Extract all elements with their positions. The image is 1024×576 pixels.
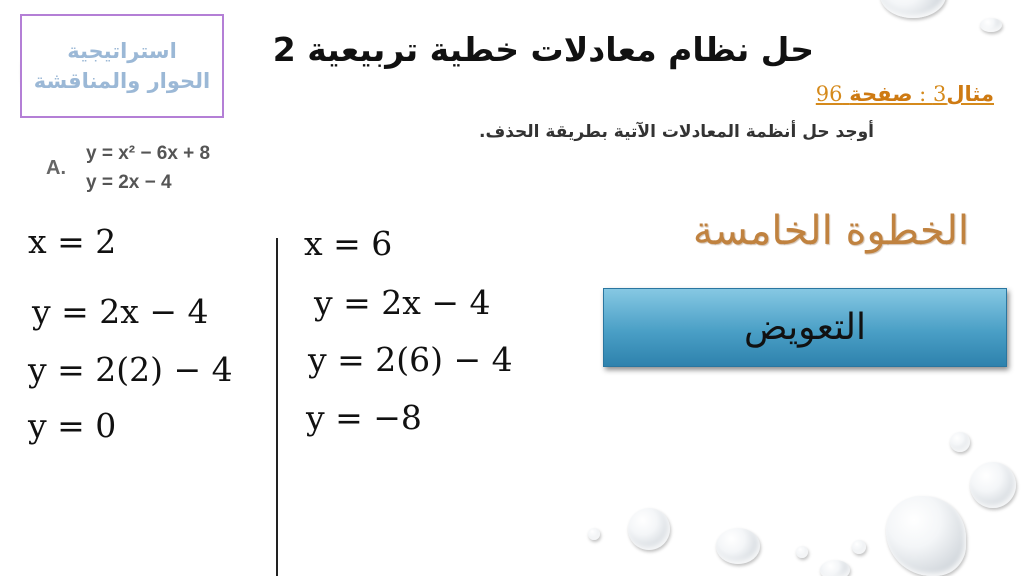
strategy-line-1: استراتيجية (67, 39, 177, 63)
instruction-text: أوجد حل أنظمة المعادلات الآتية بطريقة الحذف. (479, 122, 874, 142)
example-reference (816, 82, 994, 106)
example-number: 3 (932, 82, 947, 106)
problem-equation-1: y = x² − 6x + 8 (86, 143, 211, 164)
step-name-box (603, 288, 1007, 367)
water-drop-decoration (852, 540, 866, 554)
page-word: صفحة (849, 82, 913, 106)
strategy-box (20, 14, 224, 118)
problem-equation-2: y = 2x − 4 (86, 172, 172, 193)
page-number: 96 (815, 82, 843, 106)
water-drop-decoration (880, 0, 946, 18)
water-drop-decoration (820, 560, 850, 576)
right-x-value: x = 6 (304, 224, 393, 263)
right-y-line-2: y = 2(6) − 4 (308, 340, 513, 379)
water-drop-decoration (970, 462, 1016, 508)
water-drop-decoration (980, 18, 1002, 32)
strategy-line-2: الحوار والمناقشة (33, 69, 211, 93)
step-title: الخطوة الخامسة (692, 208, 969, 254)
slide-title: حل نظام معادلات خطية تربيعية 2 (272, 30, 814, 69)
left-x-value: x = 2 (28, 222, 117, 261)
column-divider (276, 238, 278, 576)
left-y-line-2: y = 2(2) − 4 (28, 350, 233, 389)
water-drop-decoration (588, 528, 600, 540)
right-y-line-1: y = 2x − 4 (314, 283, 491, 322)
right-y-line-3: y = −8 (306, 398, 422, 437)
water-drop-decoration (886, 496, 966, 576)
water-drop-decoration (628, 508, 670, 550)
left-y-line-3: y = 0 (28, 406, 117, 445)
problem-label: A. (46, 157, 66, 179)
water-drop-decoration (950, 432, 970, 452)
water-drop-decoration (796, 546, 808, 558)
water-drop-decoration (716, 528, 760, 564)
example-label: مثال (946, 82, 994, 106)
example-separator: : (912, 82, 933, 106)
left-y-line-1: y = 2x − 4 (32, 292, 209, 331)
step-name: التعويض (744, 307, 866, 348)
